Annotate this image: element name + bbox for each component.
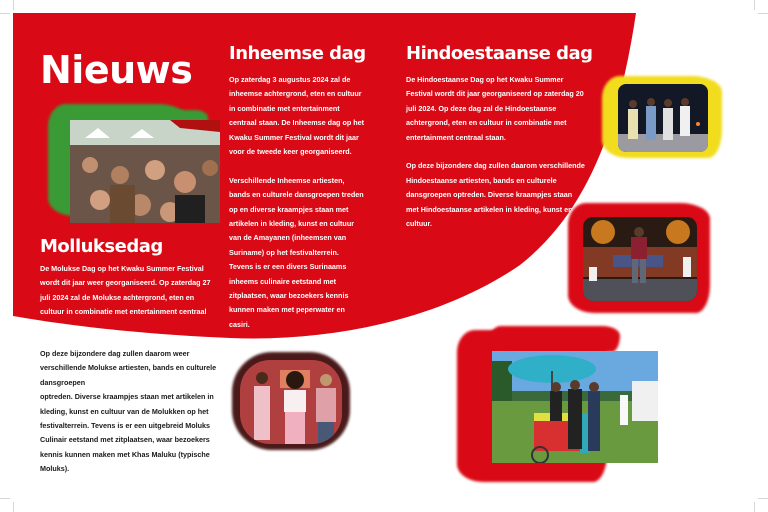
inheemse-text [229,73,364,332]
inheemse-paragraph-2: Verschillende Inheemse artiesten, bands en culturele dansgroepen treden op en diverse kraampjes staan met artikelen in kleding, kunst en cultuur van de Amayanen (inheemsen van Suriname) op het festivalterrein. Tevens is er een divers Surinaams inheems culinaire eetstand met zitplaatsen, waar bezoekers kennis kunnen maken met peperwater en casiri. [229,175,364,329]
crowd-photo [70,120,220,223]
singer-stage-photo [583,217,697,301]
molukse-paragraph-1: De Molukse Dag op het Kwaku Summer Festival wordt dit jaar weer georganiseerd. Op zaterdag 27 juli 2024 zal de Molukse achtergrond, eten en cultuur in combinatie met entertainment centraal staan. [40,264,211,331]
hindoestaanse-text [406,73,586,231]
food-cart-image [492,351,658,463]
red-splash-frame-cart-top [490,326,620,352]
molukse-text [40,347,220,477]
singers-trio-photo [240,360,342,444]
inheemse-title: Inheemse dag [229,43,366,64]
food-cart-photo [492,351,658,463]
crowd-photo-image [70,120,220,223]
singers-trio-image [240,360,342,444]
singer-stage-image [583,217,697,301]
molukse-text-red [40,262,220,334]
molukse-paragraph-2b: optreden. Diverse kraampjes staan met artikelen in kleding, kunst en cultuur van de Molukken op het festivalterrein. Tevens is er een uitgebreid Moluks Culinair eetstand met zitplaatsen, waar bezoekers kennis kunnen maken met Khas Maluku (typische Moluks). [40,392,214,474]
hindoestaanse-paragraph-1: De Hindoestaanse Dag op het Kwaku Summer Festival wordt dit jaar georganiseerd op zaterdag 20 juli 2024. Op deze dag zal de Hindoestaanse achtergrond, eten en cultuur in combinatie met entertainment centraal staan. [406,75,584,142]
dance-group-image [618,84,708,152]
dance-group-photo [618,84,708,152]
molukse-paragraph-2a: Op deze bijzondere dag zullen daarom weer verschillende Molukse artiesten, bands en culturele dansgroepen [40,349,217,387]
molukse-title: Molluksedag [40,236,163,257]
hindoestaanse-title: Hindoestaanse dag [406,43,593,64]
hindoestaanse-paragraph-2: Op deze bijzondere dag zullen daarom verschillende Hindoestaanse artiesten, bands en culturele dansgroepen optreden. Diverse kraampjes staan met Hindoestaanse artikelen in kleding, kunst en cultuur. [406,161,585,229]
inheemse-paragraph-1: Op zaterdag 3 augustus 2024 zal de inheemse achtergrond, eten en cultuur in combinatie met entertainment centraal staan. De Inheemse dag op het Kwaku Summer Festival wordt dit jaar voor de tweede keer georganiseerd. [229,75,365,157]
page-title: Nieuws [40,48,193,92]
